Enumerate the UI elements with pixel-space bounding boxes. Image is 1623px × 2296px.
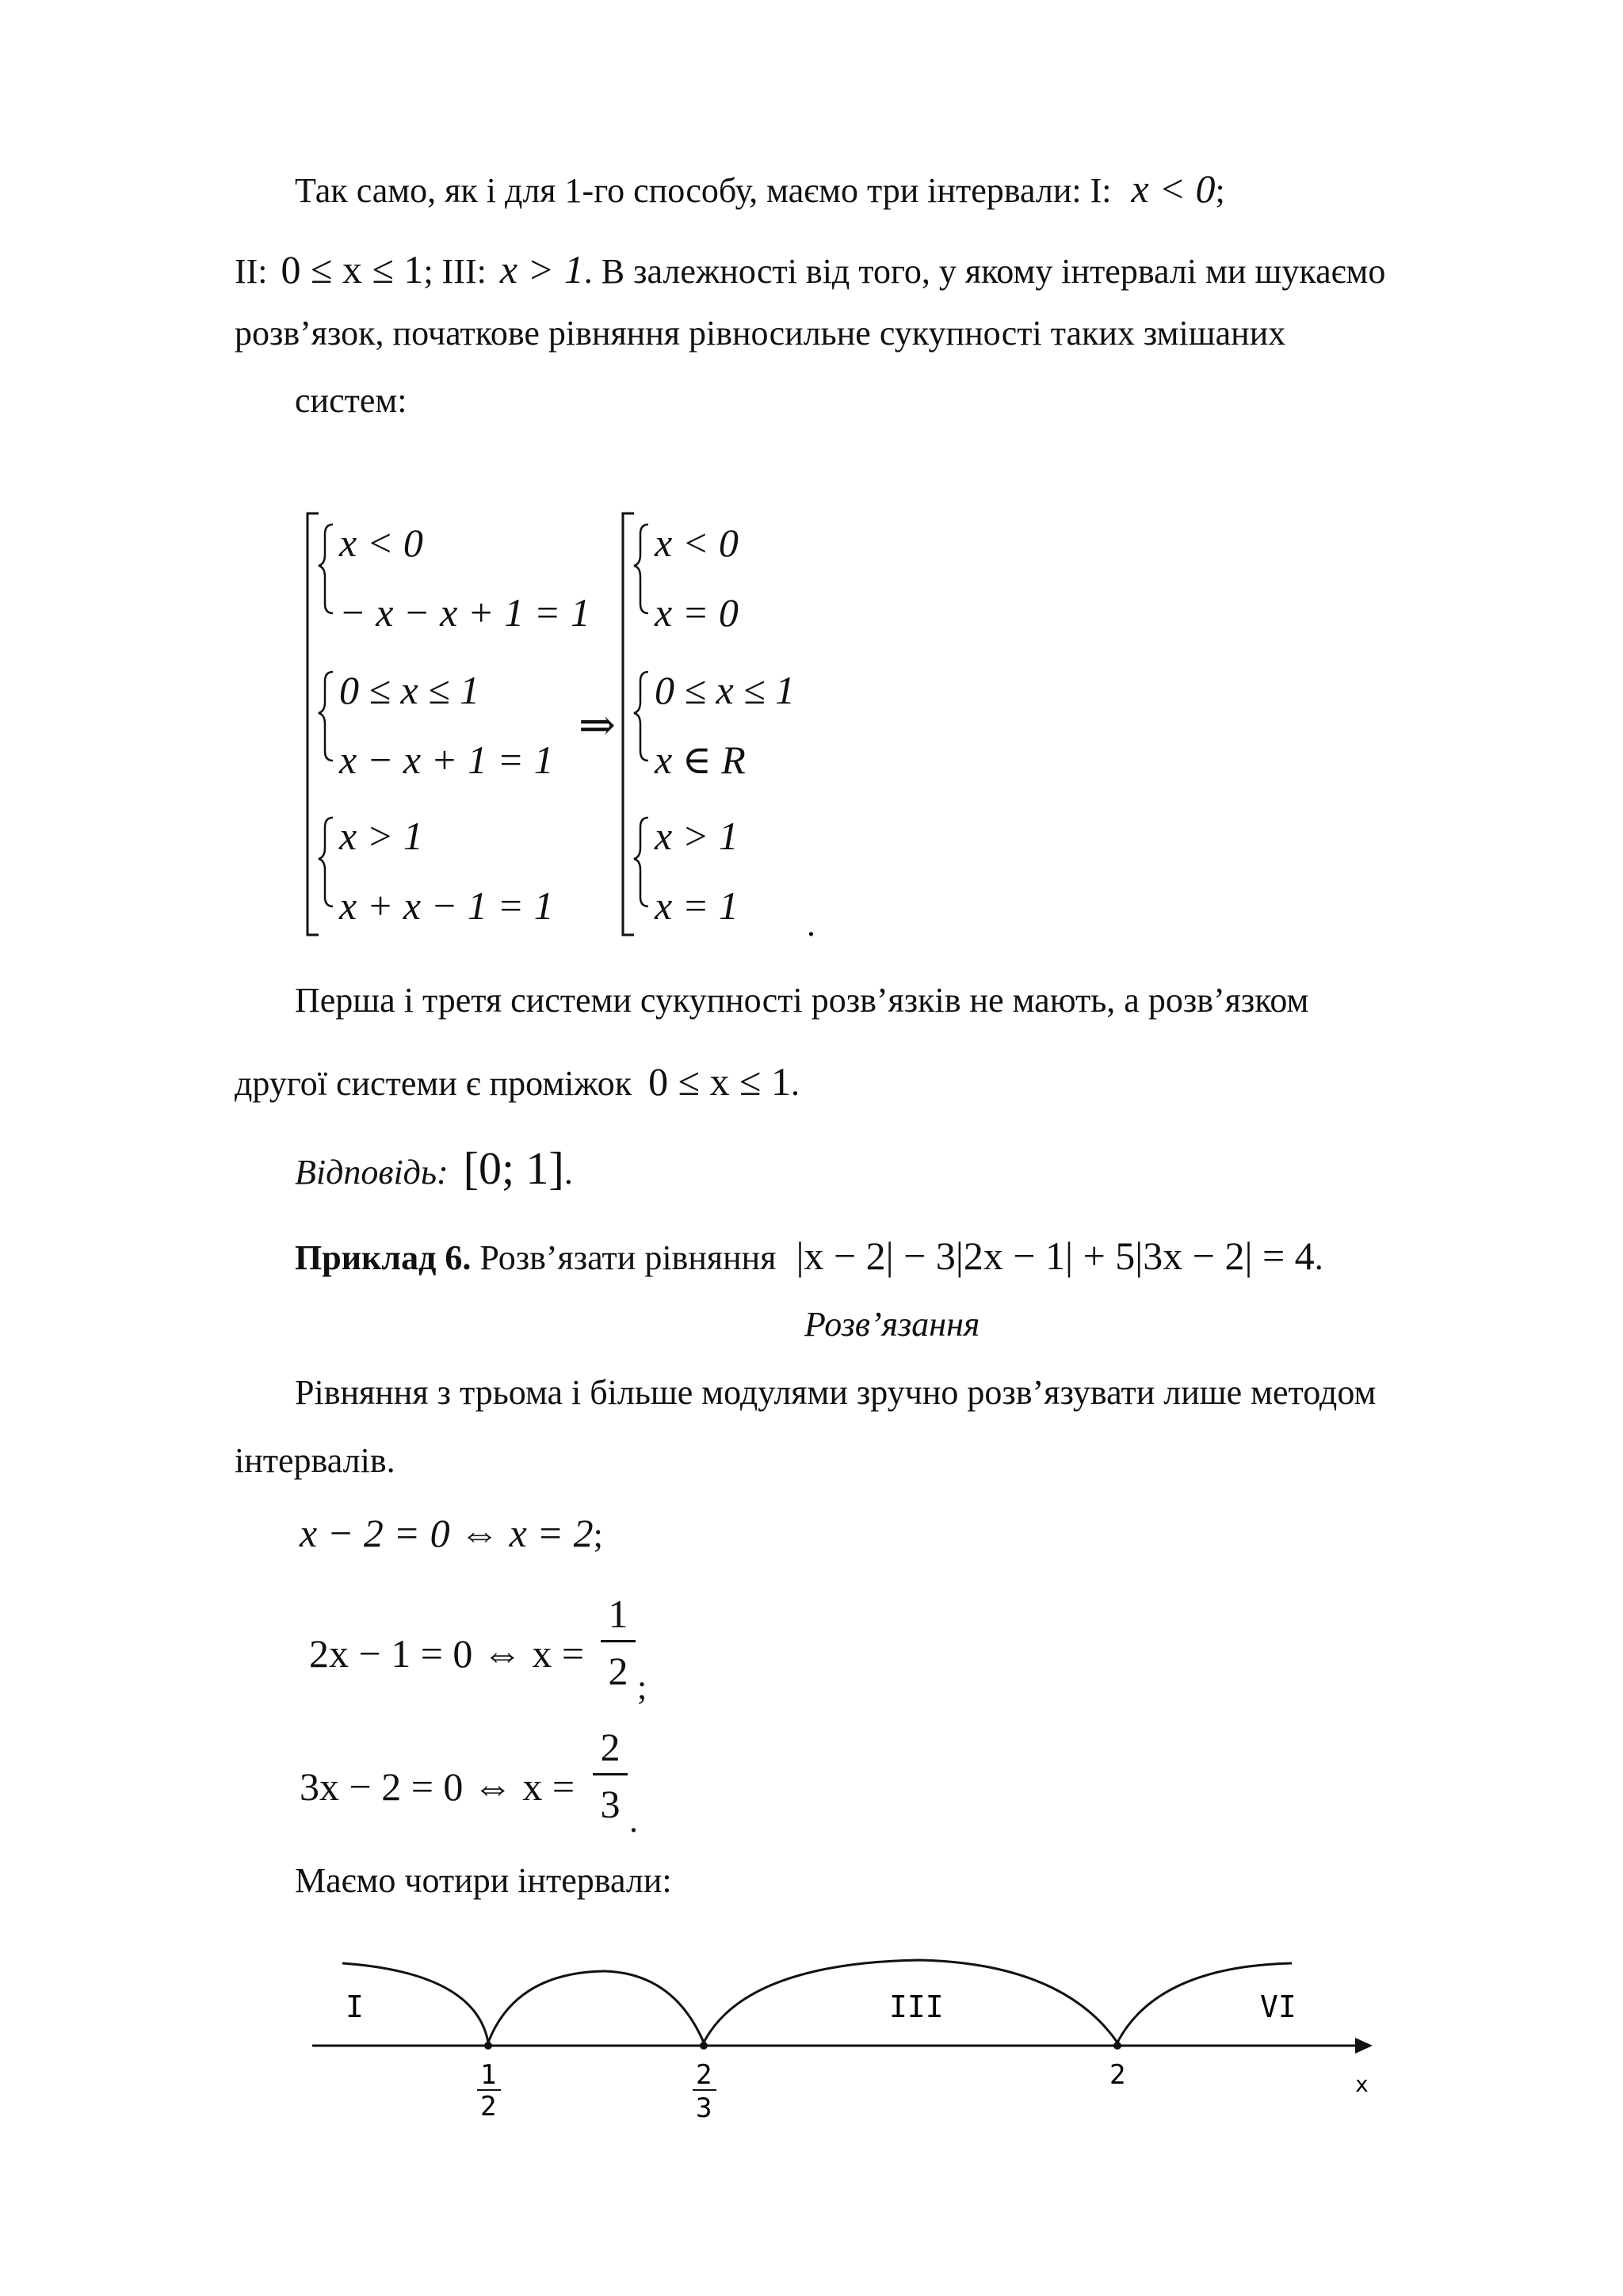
region-label-vi: VI (1260, 1989, 1296, 2024)
paragraph-1-line-4: систем: (295, 381, 407, 420)
label-ii: II: (235, 252, 268, 291)
label-iii: ; III: (423, 252, 487, 291)
semicolon: ; (1215, 171, 1225, 210)
tick-label-denominator: 2 (480, 2091, 497, 2122)
left-system-1-row-2: − x − x + 1 = 1 (339, 590, 590, 635)
paragraph-1-line-3: розв’язок, початкове рівняння рівносильне сукупності таких змішаних (235, 314, 1286, 353)
right-system-1-row-1: x < 0 (655, 521, 739, 565)
semicolon: ; (593, 1516, 603, 1554)
left-system-2-row-2: x − x + 1 = 1 (339, 738, 554, 782)
equation-2-formula: 2x − 1 = 0 ⇔ x = (309, 1631, 585, 1676)
fraction-bar (601, 1640, 636, 1642)
tick-label-denominator: 3 (696, 2092, 712, 2124)
fraction-denominator: 2 (608, 1649, 628, 1693)
point-two (1113, 2042, 1121, 2050)
fraction-bar (593, 1773, 628, 1775)
fraction-numerator: 2 (600, 1725, 621, 1769)
mixed-systems-block (301, 507, 824, 951)
paragraph-3-line-2: інтервалів. (235, 1441, 395, 1480)
left-system-2-row-1: 0 ≤ x ≤ 1 (339, 668, 480, 712)
implies-arrow: ⇒ (579, 701, 616, 750)
equation-2 (309, 1594, 705, 1713)
text-second-system: другої системи є проміжок (235, 1064, 632, 1103)
semicolon: ; (637, 1668, 647, 1707)
right-system-1-row-2: x = 0 (655, 590, 739, 635)
equation-1 (300, 1509, 603, 1557)
formula-x-lt-0: x < 0 (1131, 166, 1216, 211)
right-system-3-row-2: x = 1 (655, 883, 739, 928)
arc-interval-ii (488, 1971, 704, 2042)
dot: . (563, 1153, 573, 1192)
point-one-half (484, 2042, 492, 2050)
paragraph-1-line-1 (295, 165, 1225, 212)
tick-label-two: 2 (1109, 2059, 1126, 2091)
axis-label-x: x (1355, 2071, 1369, 2097)
equation-3 (300, 1727, 696, 1846)
answer-value: [0; 1] (463, 1142, 564, 1194)
region-label-i: I (346, 1989, 364, 2024)
axis-arrow-icon (1355, 2038, 1373, 2054)
tick-label-numerator: 1 (480, 2059, 497, 2091)
answer-label: Відповідь: (295, 1153, 449, 1192)
formula-interval: 0 ≤ x ≤ 1 (648, 1059, 791, 1104)
point-two-thirds (700, 2042, 708, 2050)
arc-interval-i (342, 1963, 488, 2042)
example-6-line (295, 1232, 1323, 1280)
formula-x-gt-1: x > 1 (499, 247, 584, 292)
answer-line (295, 1141, 573, 1196)
tick-label-numerator: 2 (696, 2059, 712, 2091)
fraction-denominator: 3 (600, 1782, 621, 1826)
equation-1-formula: x − 2 = 0 ⇔ x = 2 (300, 1511, 594, 1555)
dot: . (790, 1064, 800, 1103)
formula-interval-ii: 0 ≤ x ≤ 1 (281, 247, 424, 292)
dot: . (1314, 1238, 1323, 1277)
paragraph-1-line-2 (235, 246, 1385, 293)
dot: . (629, 1801, 638, 1840)
right-system-2-row-2: x ∈ R (655, 738, 746, 782)
example-title: Приклад 6. (295, 1238, 472, 1277)
left-system-3-row-2: x + x − 1 = 1 (339, 883, 554, 928)
left-system-1-row-1: x < 0 (339, 521, 423, 565)
left-system-3-row-1: x > 1 (339, 814, 423, 858)
region-label-iii: III (889, 1989, 944, 2024)
example-text: Розв’язати рівняння (479, 1238, 777, 1277)
system-end-dot: . (807, 905, 815, 944)
paragraph-3-line-1: Рівняння з трьома і більше модулями зручно розв’язувати лише методом (295, 1373, 1377, 1412)
number-line-diagram (301, 1949, 1395, 2131)
equation-3-formula: 3x − 2 = 0 ⇔ x = (300, 1764, 575, 1809)
fraction-numerator: 1 (608, 1592, 628, 1636)
paragraph-2-line-1: Перша і третя системи сукупності розв’язків не мають, а розв’язком (295, 981, 1309, 1020)
text-depends: . В залежності від того, у якому інтервалі ми шукаємо (583, 252, 1386, 291)
paragraph-4: Маємо чотири інтервали: (295, 1861, 672, 1900)
solution-heading: Розв’язання (804, 1305, 980, 1344)
right-system-3-row-1: x > 1 (655, 814, 739, 858)
right-system-2-row-1: 0 ≤ x ≤ 1 (655, 668, 796, 712)
text-intervals-intro: Так само, як і для 1-го способу, маємо три інтервали: I: (295, 171, 1112, 210)
example-equation: |x − 2| − 3|2x − 1| + 5|3x − 2| = 4 (796, 1234, 1315, 1278)
paragraph-2-line-2 (235, 1058, 800, 1105)
